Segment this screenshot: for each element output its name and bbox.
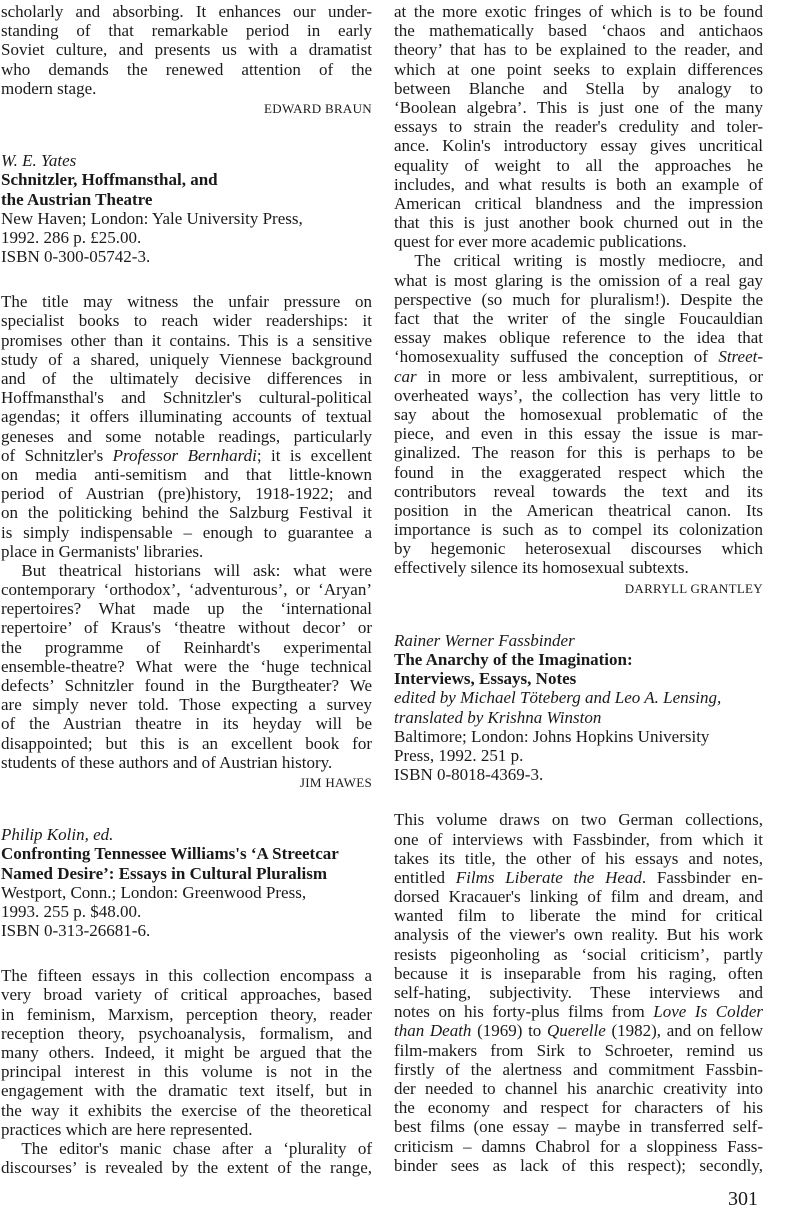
text-line: in feminism, Marxism, perception theory, reader [1,1004,372,1024]
text-line: resists pigeonholing as ‘social criticism’, partly [394,944,763,964]
book-author: Rainer Werner Fassbinder [394,630,575,650]
text-line: practices which are here represented. [1,1119,253,1139]
text-line: overheated ways’, the collection has very little to [394,385,763,405]
text-line: ginalized. The reason for this is perhaps to be [394,443,763,463]
text-line: who demands the renewed attention of the [1,59,372,79]
text-line: equality of weight to all the approaches he [394,155,763,175]
book-author: Philip Kolin, ed. [1,825,114,845]
review-body [394,810,763,1175]
text-line: geneses and some notable readings, particularly [1,426,372,446]
text-line: effectively silence its homosexual subtexts. [394,558,689,578]
text-line: the way it exhibits the exercise of the theoretical [1,1100,372,1120]
reviewer-signature: EDWARD BRAUN [264,100,372,116]
text-line: on media anti-semitism and that little-known [1,464,372,484]
text-line: essays to strain the reader's credulity and toler- [394,117,763,137]
publication-details: New Haven; London: Yale University Press, [1,208,303,228]
text-line: firstly of the alertness and commitment Fassbin- [394,1059,763,1079]
publication-details: Westport, Conn.; London: Greenwood Press, [1,882,307,902]
text-line: of Schnitzler's Professor Bernhardi; it is excellent [1,445,372,465]
text-line: car in more or less ambivalent, surreptitious, or [394,366,763,386]
italic-text: Love Is Colder [653,1002,763,1022]
paragraph [1,292,372,561]
text-line: on the politicking behind the Salzburg Festival it [1,503,372,523]
book-editors: translated by Krishna Winston [394,707,602,727]
italic-text: Films Liberate the Head [455,867,642,887]
text-line: theory’ that has to be explained to the reader, and [394,40,763,60]
italic-text: car [394,366,417,386]
paragraph [1,966,372,1139]
text-line: are simply never told. Those expecting a survey [1,695,372,715]
book-title: the Austrian Theatre [1,189,153,209]
text-line: contributors reveal towards the text and its [394,481,763,501]
text-line: very broad variety of critical approaches, based [1,985,372,1005]
book-header [394,631,763,785]
text-line: quest for ever more academic publications. [394,232,687,252]
text-line: the programme of Reinhardt's experimental [1,637,372,657]
italic-text: than Death [394,1021,472,1041]
paragraph [1,561,372,772]
text-line: binder sees as lack of this respect); secondly, [394,1155,763,1175]
text-line: But theatrical historians will ask: what were [21,560,372,580]
publication-details: 1993. 255 p. $48.00. [1,901,142,921]
text-line: one of interviews with Fassbinder, from which it [394,829,763,849]
reviewer-signature: DARRYLL GRANTLEY [624,580,763,596]
text-line: dorsed Kracauer's linking of film and dream, and [394,887,763,907]
text-line: place in Germanists' libraries. [1,541,204,561]
text-line: The critical writing is mostly mediocre, and [414,251,763,271]
text-line: what is most glaring is the omission of a real gay [394,270,763,290]
text-line: at the more exotic fringes of which is to be found [394,2,763,21]
text-line: standing of that remarkable period in early [1,21,372,41]
text-line: Soviet culture, and presents us with a dramatist [1,40,372,60]
paragraph [394,2,763,251]
text-line: by hegemonic heterosexual discourses which [394,539,763,559]
review-body [1,292,372,772]
paragraph [1,2,372,98]
text-line: The title may witness the unfair pressure on [1,292,372,312]
text-line: engagement with the dramatic text itself, but in [1,1081,372,1101]
publication-details: ISBN 0-313-26681-6. [1,921,151,941]
text-line: study of a shared, uniquely Viennese background [1,349,372,369]
page-number: 301 [728,1188,758,1210]
text-line: is simply indispensable – enough to guarantee a [1,522,372,542]
text-line: piece, and even in this essay the issue is mar- [394,424,763,444]
text-line: of the Austrian theatre in its heyday will be [1,714,372,734]
publication-details: ISBN 0-8018-4369-3. [394,765,544,785]
paragraph [394,810,763,1175]
text-line: entitled Films Liberate the Head. Fassbinder en- [394,867,763,887]
text-line: wanted film to liberate the mind for critical [394,906,763,926]
italic-text: Professor Bernhardi [112,445,257,465]
text-line: than Death (1969) to Querelle (1982), and on fellow [394,1021,763,1041]
text-line: der needed to channel his anarchic creativity into [394,1078,763,1098]
text-line: specialist books to reach wider readerships: it [1,311,372,331]
text-line: This volume draws on two German collections, [394,810,763,830]
book-title: Named Desire’: Essays in Cultural Pluralism [1,863,327,883]
text-line: modern stage. [1,78,97,98]
book-editors: edited by Michael Töteberg and Leo A. Lensing, [394,688,722,708]
right-column [394,2,763,1175]
text-line: repertoires? What made up the ‘international [1,599,372,619]
text-line: the mathematically based ‘chaos and antichaos [394,21,763,41]
publication-details: Baltimore; London: Johns Hopkins University [394,726,710,746]
text-line: and of the ultimately decisive differences in [1,369,372,388]
text-line: agendas; it offers illuminating accounts of textual [1,407,372,427]
text-line: importance is such as to compel its colonization [394,520,763,540]
publication-details: Press, 1992. 251 p. [394,745,524,765]
italic-text: Street- [718,347,763,367]
text-line: criticism – damns Chabrol for a sloppiness Fass- [394,1136,763,1156]
text-line: principal interest in this volume is not in the [1,1062,372,1082]
publication-details: 1992. 286 p. £25.00. [1,227,142,247]
text-line: fact that the writer of the single Foucauldian [394,309,763,328]
book-header [1,151,372,266]
book-header [1,825,372,940]
text-line: reception theory, psychoanalysis, formalism, and [1,1023,372,1043]
text-line: repertoire’ of Kraus's ‘theatre without decor’ or [1,618,372,638]
text-line: best films (one essay – maybe in transferred self- [394,1117,763,1137]
text-line: disappointed; but this is an excellent book for [1,733,372,753]
text-line: ‘homosexuality suffused the conception of Street- [394,347,763,367]
book-author: W. E. Yates [1,151,77,171]
book-title: The Anarchy of the Imagination: [394,650,633,669]
text-line: includes, and what results is both an example of [394,174,763,194]
book-title: Interviews, Essays, Notes [394,669,577,689]
text-line: many others. Indeed, it might be argued that the [1,1043,372,1062]
text-line: found in the exaggerated respect which the [394,462,763,482]
review-body [1,2,372,98]
text-line: students of these authors and of Austrian history. [1,752,333,772]
text-line: perspective (so much for pluralism!). Despite the [394,289,763,309]
text-line: essay makes oblique reference to the idea that [394,328,763,348]
text-line: ensemble-theatre? What were the ‘huge technical [1,656,372,676]
text-line: that this is just another book churned out in the [394,213,763,233]
italic-text: Querelle [546,1021,606,1041]
text-line: period of Austrian (pre)history, 1918-1922; and [1,484,372,504]
text-line: promises other than it contains. This is a sensitive [1,330,372,350]
text-line: defects’ Schnitzler found in the Burgtheater? We [1,676,372,695]
text-line: discourses’ is revealed by the extent of the range, [1,1158,372,1178]
text-line: ance. Kolin's introductory essay gives uncritical [394,136,763,156]
text-line: American critical blandness and the impression [394,193,763,213]
text-line: notes on his forty-plus films from Love Is Colder [394,1002,763,1022]
text-line: ‘Boolean algebra’. This is just one of the many [394,97,763,117]
review-body [394,2,763,578]
text-line: say about the homosexual problematic of the [394,404,763,424]
text-line: analysis of the viewer's own reality. But his work [394,925,763,945]
text-line: self-hating, subjectivity. These interviews and [394,983,763,1002]
review-body [1,966,372,1177]
book-title: Confronting Tennessee Williams's ‘A Streetcar [1,844,339,864]
text-line: The fifteen essays in this collection encompass a [1,966,372,986]
text-line: position in the American theatrical canon. Its [394,500,763,520]
text-line: The editor's manic chase after a ‘plurality of [21,1138,372,1158]
publication-details: ISBN 0-300-05742-3. [1,247,151,267]
text-line: which at one point seeks to explain differences [394,59,763,79]
text-line: the economy and respect for characters of his [394,1098,763,1118]
text-line: Hoffmansthal's and Schnitzler's cultural-political [1,388,372,408]
text-line: contemporary ‘orthodox’, ‘adventurous’, or ‘Aryan’ [1,580,372,600]
book-title: Schnitzler, Hoffmansthal, and [1,170,218,190]
text-line: takes its title, the other of his essays and notes, [394,848,763,868]
left-column [1,2,372,1177]
text-line: scholarly and absorbing. It enhances our under- [1,2,372,21]
text-line: between Blanche and Stella by analogy to [394,78,763,98]
paragraph [1,1139,372,1177]
paragraph [394,251,763,577]
text-line: because it is inseparable from his raging, often [394,963,763,983]
text-line: film-makers from Sirk to Schroeter, remind us [394,1040,763,1060]
reviewer-signature: JIM HAWES [299,774,372,790]
